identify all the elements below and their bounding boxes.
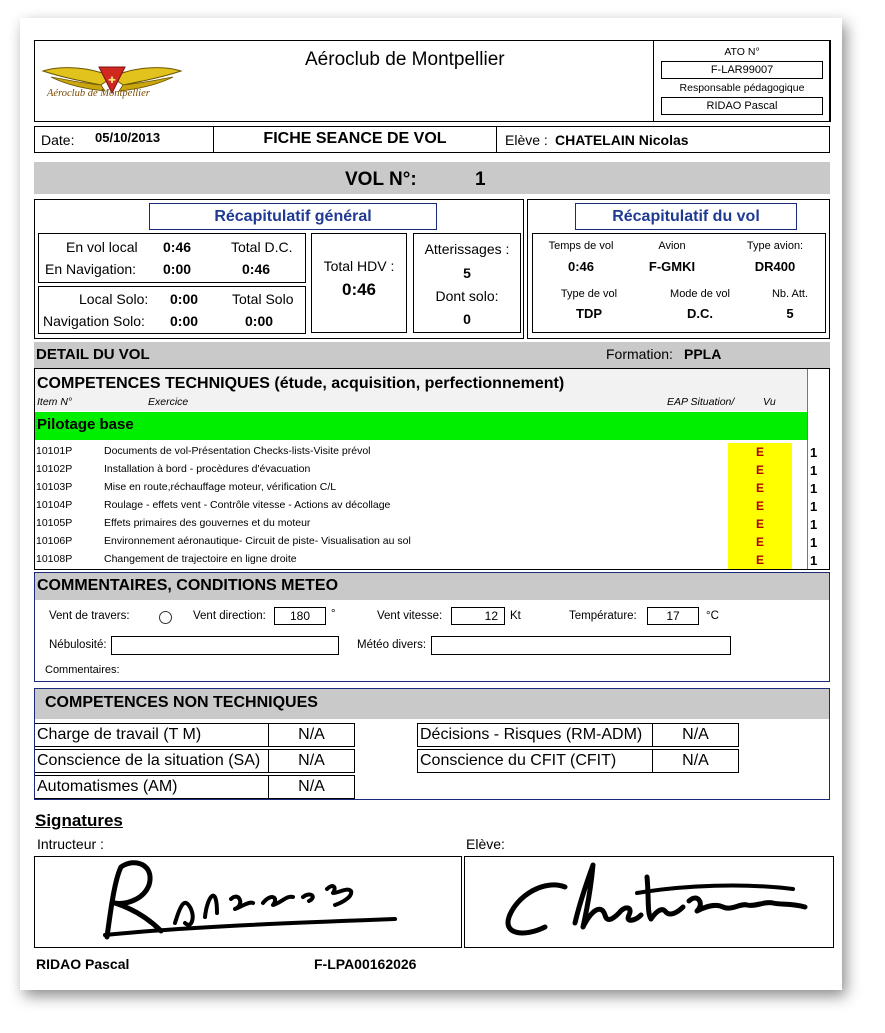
vent-direction-field[interactable]: 180 (274, 607, 326, 625)
table-row (34, 479, 818, 497)
eap-cell: E (728, 497, 792, 515)
nb-att-label: Nb. Att. (771, 288, 809, 300)
col-vu-header: Vu (763, 396, 776, 408)
eleve-signature-box (464, 856, 834, 948)
nebulosite-field[interactable] (111, 636, 339, 655)
avion-value: F-GMKI (648, 259, 696, 274)
recap-general-box (34, 199, 524, 339)
item-number: 10103P (36, 481, 73, 493)
vu-cell: 1 (810, 499, 818, 514)
en-vol-local-value: 0:46 (163, 239, 192, 255)
local-solo-label: Local Solo: (79, 291, 149, 307)
vent-direction-label: Vent direction: (193, 610, 266, 622)
meteo-divers-field[interactable] (431, 636, 731, 655)
item-number: 10106P (36, 535, 73, 547)
dont-solo-label: Dont solo: (435, 288, 499, 304)
exercise-label: Installation à bord - procèdures d'évacuation (104, 463, 311, 475)
nb-att-value: 5 (786, 306, 794, 321)
meteo-title: COMMENTAIRES, CONDITIONS METEO (37, 577, 339, 594)
en-navigation-value: 0:00 (163, 261, 192, 277)
table-row (34, 497, 818, 515)
item-number: 10105P (36, 517, 73, 529)
vu-cell: 1 (810, 553, 818, 568)
svg-text:✚: ✚ (108, 76, 116, 86)
student-label: Elève : (505, 132, 548, 148)
eap-cell: E (728, 533, 792, 551)
conscience-label: Conscience de la situation (SA) (35, 749, 269, 773)
section-title: Pilotage base (37, 416, 134, 433)
cfit-value: N/A (652, 749, 739, 773)
mode-vol-value: D.C. (687, 306, 713, 321)
instructeur-signature (35, 857, 461, 947)
instructeur-license: F-LPA00162026 (314, 956, 417, 972)
vol-local-box (38, 233, 306, 283)
vent-vitesse-field[interactable]: 12 (451, 607, 505, 625)
form-title: FICHE SEANCE DE VOL (263, 130, 447, 147)
meteo-divers-label: Météo divers: (357, 639, 427, 651)
form-title-box (213, 126, 497, 153)
item-number: 10104P (36, 499, 73, 511)
navigation-solo-label: Navigation Solo: (43, 313, 145, 329)
total-dc-value: 0:46 (242, 261, 271, 277)
charge-label: Charge de travail (T M) (35, 723, 269, 747)
type-vol-label: Type de vol (560, 288, 618, 300)
vent-vitesse-unit: Kt (510, 610, 521, 622)
total-hdv-value: 0:46 (341, 280, 377, 299)
temperature-field[interactable]: 17 (647, 607, 699, 625)
vu-cell: 1 (810, 463, 818, 478)
header-box (34, 40, 830, 122)
competences-scroll-edge (807, 369, 808, 569)
temps-value: 0:46 (567, 259, 595, 274)
temperature-unit: °C (706, 610, 719, 622)
navigation-solo-value: 0:00 (170, 313, 199, 329)
type-avion-value: DR400 (754, 259, 796, 274)
non-tech-title: COMPETENCES NON TECHNIQUES (45, 694, 318, 711)
exercise-label: Documents de vol-Présentation Checks-lists-Visite prévol (104, 445, 371, 457)
instructeur-signature-box (34, 856, 462, 948)
total-solo-label: Total Solo (232, 291, 294, 307)
temps-label: Temps de vol (548, 240, 614, 252)
student-value: CHATELAIN Nicolas (555, 132, 689, 148)
total-hdv-box (311, 233, 407, 333)
avion-label: Avion (658, 240, 686, 252)
nebulosite-label: Nébulosité: (49, 639, 107, 651)
competences-title: COMPETENCES TECHNIQUES (étude, acquisition, perfectionnement) (37, 375, 565, 392)
atterrissages-box (413, 233, 521, 333)
vent-vitesse-label: Vent vitesse: (377, 610, 443, 622)
detail-title: DETAIL DU VOL (36, 346, 150, 363)
eap-cell: E (728, 461, 792, 479)
vol-label: VOL N°: (345, 169, 417, 190)
decisions-value: N/A (652, 723, 739, 747)
club-logo (41, 55, 183, 111)
atterrissages-value: 5 (463, 265, 471, 281)
vu-cell: 1 (810, 517, 818, 532)
ato-label: ATO N° (724, 46, 760, 58)
eap-cell: E (728, 443, 792, 461)
col-exercice-header: Exercice (148, 396, 189, 408)
section-pilotage-base (35, 412, 807, 440)
table-row (34, 461, 818, 479)
vu-cell: 1 (810, 445, 818, 460)
vu-cell: 1 (810, 481, 818, 496)
exercise-label: Environnement aéronautique- Circuit de piste- Visualisation au sol (104, 535, 411, 547)
charge-value: N/A (268, 723, 355, 747)
eap-cell: E (728, 479, 792, 497)
mode-vol-label: Mode de vol (670, 288, 730, 300)
flight-sheet-page (20, 18, 842, 990)
vent-travers-label: Vent de travers: (49, 610, 130, 622)
ato-box (653, 40, 831, 122)
exercise-label: Effets primaires des gouvernes et du moteur (104, 517, 311, 529)
table-row (34, 533, 818, 551)
atterrissages-label: Atterissages : (424, 241, 510, 257)
temperature-label: Température: (569, 610, 637, 622)
non-tech-box (34, 688, 830, 800)
resp-value: RIDAO Pascal (661, 97, 823, 115)
automatismes-label: Automatismes (AM) (35, 775, 269, 799)
signatures-title: Signatures (35, 811, 123, 830)
table-row (34, 551, 818, 569)
item-number: 10108P (36, 553, 73, 565)
date-label: Date: (41, 132, 75, 148)
cfit-label: Conscience du CFIT (CFIT) (417, 749, 653, 773)
en-vol-local-label: En vol local (66, 239, 138, 255)
total-hdv-label: Total HDV : (323, 258, 395, 274)
meteo-box (34, 572, 830, 682)
item-number: 10101P (36, 445, 73, 457)
recap-vol-box (527, 199, 830, 339)
automatismes-value: N/A (268, 775, 355, 799)
eap-cell: E (728, 551, 792, 569)
formation-label: Formation: (606, 346, 673, 362)
decisions-label: Décisions - Risques (RM-ADM) (417, 723, 653, 747)
dont-solo-value: 0 (463, 311, 471, 327)
exercise-label: Mise en route,réchauffage moteur, vérification C/L (104, 481, 337, 493)
col-eap-header: EAP Situation/ (667, 396, 735, 408)
exercise-label: Roulage - effets vent - Contrôle vitesse - Actions av décollage (104, 499, 391, 511)
recap-general-title: Récapitulatif général (149, 203, 437, 230)
total-solo-value: 0:00 (245, 313, 274, 329)
vu-cell: 1 (810, 535, 818, 550)
conscience-value: N/A (268, 749, 355, 773)
instructeur-label: Intructeur : (37, 836, 104, 852)
non-tech-banner (35, 689, 829, 719)
resp-label: Responsable pédagogique (679, 82, 805, 94)
col-item-header: Item N° (37, 396, 73, 408)
ato-value: F-LAR99007 (661, 61, 823, 79)
type-vol-value: TDP (576, 306, 602, 321)
vent-travers-radio[interactable] (159, 611, 172, 624)
table-row (34, 443, 818, 461)
total-dc-label: Total D.C. (231, 239, 293, 255)
vol-number: 1 (475, 169, 486, 190)
item-number: 10102P (36, 463, 73, 475)
type-avion-label: Type avion: (746, 240, 804, 252)
vent-direction-unit: ° (331, 608, 336, 620)
vol-banner (34, 162, 830, 194)
detail-banner (34, 342, 830, 368)
formation-value: PPLA (684, 346, 722, 362)
eleve-signature (465, 857, 833, 947)
exercise-label: Changement de trajectoire en ligne droite (104, 553, 297, 565)
local-solo-value: 0:00 (170, 291, 199, 307)
eleve-label: Elève: (466, 836, 505, 852)
eap-cell: E (728, 515, 792, 533)
solo-box (38, 286, 306, 334)
en-navigation-label: En Navigation: (45, 261, 137, 277)
info-row (34, 126, 830, 153)
date-value: 05/10/2013 (95, 130, 161, 145)
commentaires-label: Commentaires: (45, 664, 120, 676)
logo-text: Aéroclub de Montpellier (47, 88, 150, 99)
meteo-banner (35, 573, 829, 600)
recap-vol-inner (532, 233, 826, 333)
recap-vol-title: Récapitulatif du vol (575, 203, 797, 230)
club-title: Aéroclub de Montpellier (305, 49, 505, 70)
table-row (34, 515, 818, 533)
instructeur-name: RIDAO Pascal (36, 956, 130, 972)
